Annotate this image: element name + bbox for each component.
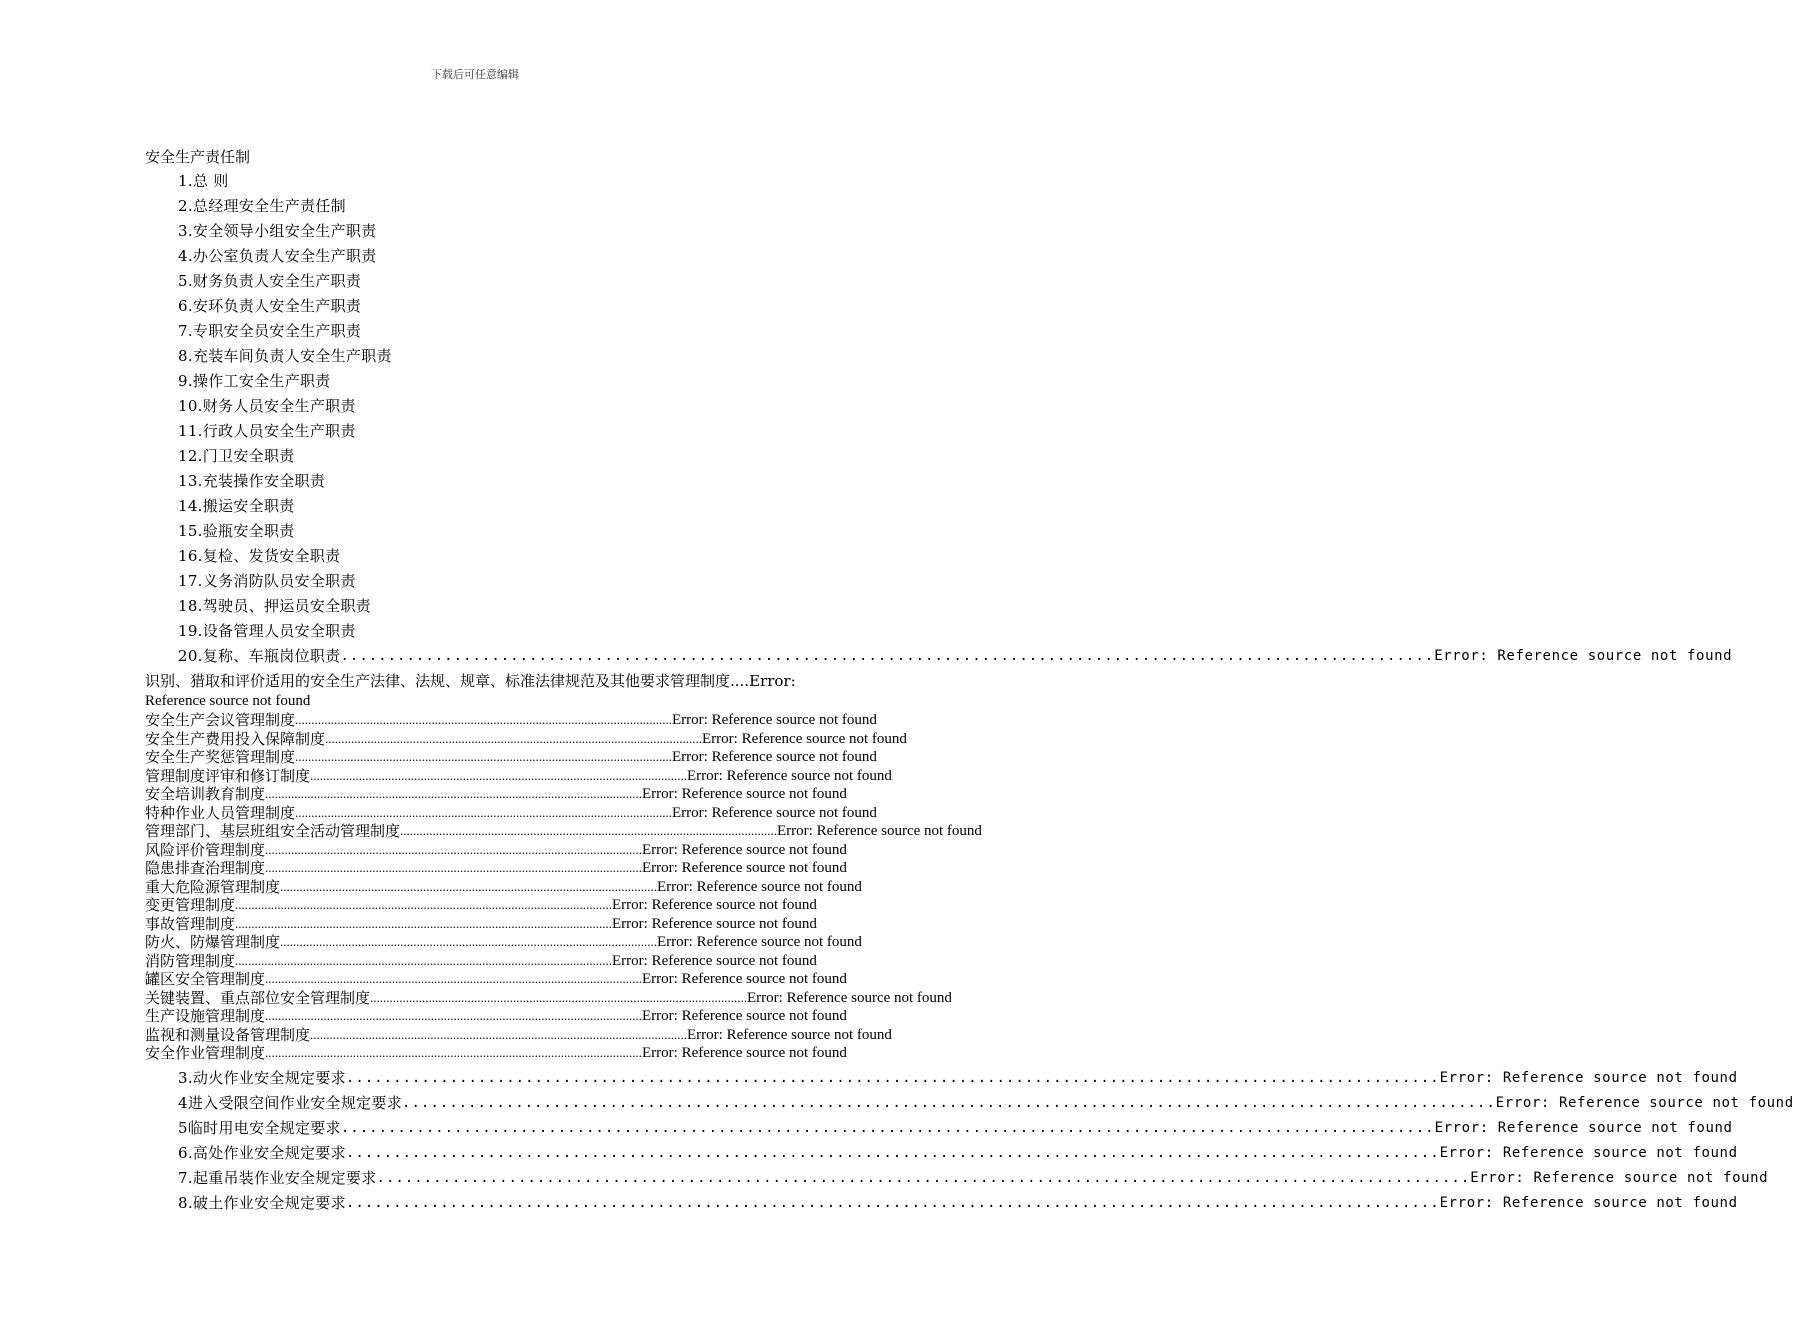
list-item: 6.安环负责人安全生产职责 (178, 297, 362, 315)
toc-list (145, 711, 982, 1063)
reference-error: Error: Reference source not found (1439, 1194, 1738, 1211)
reference-error: Error: Reference source not found (777, 823, 982, 839)
reference-error: Error: Reference source not found (642, 1008, 847, 1024)
toc-row (145, 803, 877, 823)
item-label: 6.高处作业安全规定要求 (178, 1143, 346, 1162)
list-item: 15.验瓶安全职责 (178, 522, 295, 540)
toc-row (145, 822, 982, 841)
list-item (145, 1191, 1738, 1216)
dot-leader: .................................................................................................................... (345, 1069, 1440, 1086)
toc-label: 管理部门、基层班组安全活动管理制度 (145, 822, 401, 840)
document-body (145, 147, 1794, 1216)
list-item (145, 1141, 1738, 1166)
dot-leader: .................................................................................................................... (265, 971, 643, 986)
reference-error: Error: Reference source not found (1434, 1119, 1733, 1136)
toc-row (145, 1025, 892, 1045)
list-item: 18.驾驶员、押运员安全职责 (178, 597, 372, 615)
toc-row (145, 1007, 847, 1026)
dot-leader: .................................................................................................................... (310, 767, 688, 783)
item-label: 20.复称、车瓶岗位职责 (178, 647, 341, 665)
dot-leader: .................................................................................................................... (265, 786, 643, 801)
list-item: 7.专职安全员安全生产职责 (178, 322, 362, 340)
numbered-list (145, 169, 1733, 669)
toc-label: 变更管理制度 (145, 896, 236, 914)
dot-leader: .................................................................................................................... (265, 841, 643, 857)
reference-error: Error: Reference source not found (672, 749, 877, 765)
list-item (145, 1066, 1738, 1091)
toc-label: 安全生产费用投入保障制度 (145, 729, 326, 748)
toc-label: 关键装置、重点部位安全管理制度 (145, 988, 371, 1007)
dot-leader: .................................................................................................................... (280, 934, 658, 949)
list-item: 13.充装操作安全职责 (178, 472, 326, 490)
toc-label: 安全培训教育制度 (145, 785, 266, 803)
toc-row (145, 970, 847, 989)
reference-error: Error: Reference source not found (657, 934, 862, 950)
toc-label: 风险评价管理制度 (145, 840, 266, 859)
reference-error: Error: Reference source not found (687, 1026, 892, 1043)
toc-row (145, 914, 817, 934)
list-item: 3.安全领导小组安全生产职责 (178, 222, 377, 240)
reference-error: Error: Reference source not found (642, 1045, 847, 1061)
reference-error: Error: Reference source not found (702, 730, 907, 747)
dot-leader: .................................................................................................................... (370, 989, 748, 1005)
page-header: 下载后可任意编辑 (431, 68, 519, 81)
toc-label: 生产设施管理制度 (145, 1007, 266, 1025)
dot-leader: .................................................................................................................... (340, 648, 1435, 664)
list-item (145, 1091, 1794, 1116)
reference-error: Error: Reference source not found (657, 878, 862, 895)
toc-label: 重大危险源管理制度 (145, 877, 281, 896)
reference-error: Error: Reference source not found (612, 915, 817, 932)
dot-leader: .................................................................................................................... (280, 878, 658, 894)
list-item: 16.复检、发货安全职责 (178, 547, 341, 565)
reference-error: Error: Reference source not found (642, 841, 847, 858)
list-item: 14.搬运安全职责 (178, 497, 295, 515)
toc-label: 特种作业人员管理制度 (145, 803, 296, 822)
regulation-paragraph (145, 671, 806, 711)
toc-row (145, 951, 817, 971)
work-rules-list (145, 1066, 1794, 1216)
toc-label: 隐患排查治理制度 (145, 859, 266, 877)
dot-leader: .................................................................................................................... (345, 1194, 1440, 1211)
list-item (145, 1116, 1733, 1141)
dot-leader: .................................................................................................................... (265, 1008, 643, 1023)
dot-leader: .................................................................................................................... (235, 915, 613, 931)
toc-label: 安全作业管理制度 (145, 1044, 266, 1062)
dot-leader: .................................................................................................................... (376, 1169, 1471, 1186)
dot-leader: .................................................................................................................... (340, 1119, 1435, 1136)
toc-label: 安全生产会议管理制度 (145, 711, 296, 729)
dot-leader: .................................................................................................................... (310, 1026, 688, 1042)
dot-leader: .................................................................................................................... (345, 1144, 1440, 1161)
item-label: 5临时用电安全规定要求 (178, 1118, 341, 1137)
list-item: 2.总经理安全生产责任制 (178, 197, 346, 215)
reference-error: Error: Reference source not found (642, 786, 847, 802)
dot-leader: .................................................................................................................... (325, 730, 703, 746)
toc-label: 事故管理制度 (145, 914, 236, 933)
dot-leader: .................................................................................................................... (235, 897, 613, 912)
reference-error: Error: Reference source not found (672, 712, 877, 728)
list-item (145, 1166, 1769, 1191)
toc-label: 管理制度评审和修订制度 (145, 766, 311, 785)
list-item: 17.义务消防队员安全职责 (178, 572, 356, 590)
toc-row (145, 785, 847, 804)
toc-row (145, 711, 877, 730)
reference-error: Error: Reference source not found (612, 897, 817, 913)
reference-error: Error: Reference source not found (612, 952, 817, 969)
toc-label: 罐区安全管理制度 (145, 970, 266, 988)
dot-leader: .................................................................................................................... (265, 860, 643, 875)
reference-error: Error: Reference source not found (1470, 1169, 1769, 1186)
reference-error: Error: Reference source not found (672, 804, 877, 821)
list-item-20 (145, 644, 1733, 669)
reference-error: Error: Reference source not found (1439, 1069, 1738, 1086)
list-item: 4.办公室负责人安全生产职责 (178, 247, 377, 265)
toc-label: 消防管理制度 (145, 951, 236, 970)
reference-error: Error: Reference source not found (642, 971, 847, 987)
toc-row (145, 877, 862, 897)
dot-leader: .................................................................................................................... (235, 952, 613, 968)
reference-error: Error: Reference source not found (687, 767, 892, 784)
item-label: 3.动火作业安全规定要求 (178, 1068, 346, 1087)
reference-error: Error: Reference source not found (642, 860, 847, 876)
toc-row (145, 1044, 847, 1063)
dot-leader: .................................................................................................................... (295, 712, 673, 727)
list-item: 8.充装车间负责人安全生产职责 (178, 347, 392, 365)
list-item: 10.财务人员安全生产职责 (178, 397, 356, 415)
document-title: 安全生产责任制 (145, 148, 251, 166)
list-item: 9.操作工安全生产职责 (178, 372, 331, 390)
toc-row (145, 840, 847, 860)
item-label: 4进入受限空间作业安全规定要求 (178, 1093, 403, 1112)
reference-error: Error: Reference source not found (747, 989, 952, 1006)
toc-label: 防火、防爆管理制度 (145, 933, 281, 951)
reference-error: Error: Reference source not found (1439, 1144, 1738, 1161)
list-item: 5.财务负责人安全生产职责 (178, 272, 362, 290)
toc-label: 安全生产奖惩管理制度 (145, 748, 296, 766)
list-item: 12.门卫安全职责 (178, 447, 295, 465)
toc-row (145, 766, 892, 786)
toc-row (145, 748, 877, 767)
list-item: 11.行政人员安全生产职责 (178, 422, 356, 440)
dot-leader: .................................................................................................................... (265, 1045, 643, 1060)
reference-error: Error: Reference source not found (1495, 1094, 1794, 1111)
list-item: 1.总 则 (178, 172, 229, 190)
dot-leader: .................................................................................................................... (400, 823, 778, 838)
toc-row (145, 933, 862, 952)
reference-error: Error: Reference source not found (1434, 648, 1733, 664)
item-label: 8.破土作业安全规定要求 (178, 1193, 346, 1212)
item-label: 7.起重吊装作业安全规定要求 (178, 1168, 377, 1187)
paragraph-line: 识别、猎取和评价适用的安全生产法律、法规、规章、标准法律规范及其他要求管理制度....Error: (145, 672, 796, 690)
dot-leader: .................................................................................................................... (295, 804, 673, 820)
toc-row (145, 859, 847, 878)
toc-row (145, 988, 952, 1008)
reference-error: Reference source not found (145, 693, 311, 709)
dot-leader: .................................................................................................................... (402, 1094, 1496, 1111)
toc-row (145, 896, 817, 915)
dot-leader: .................................................................................................................... (295, 749, 673, 764)
list-item: 19.设备管理人员安全职责 (178, 622, 356, 640)
toc-row (145, 729, 907, 749)
toc-label: 监视和测量设备管理制度 (145, 1025, 311, 1044)
